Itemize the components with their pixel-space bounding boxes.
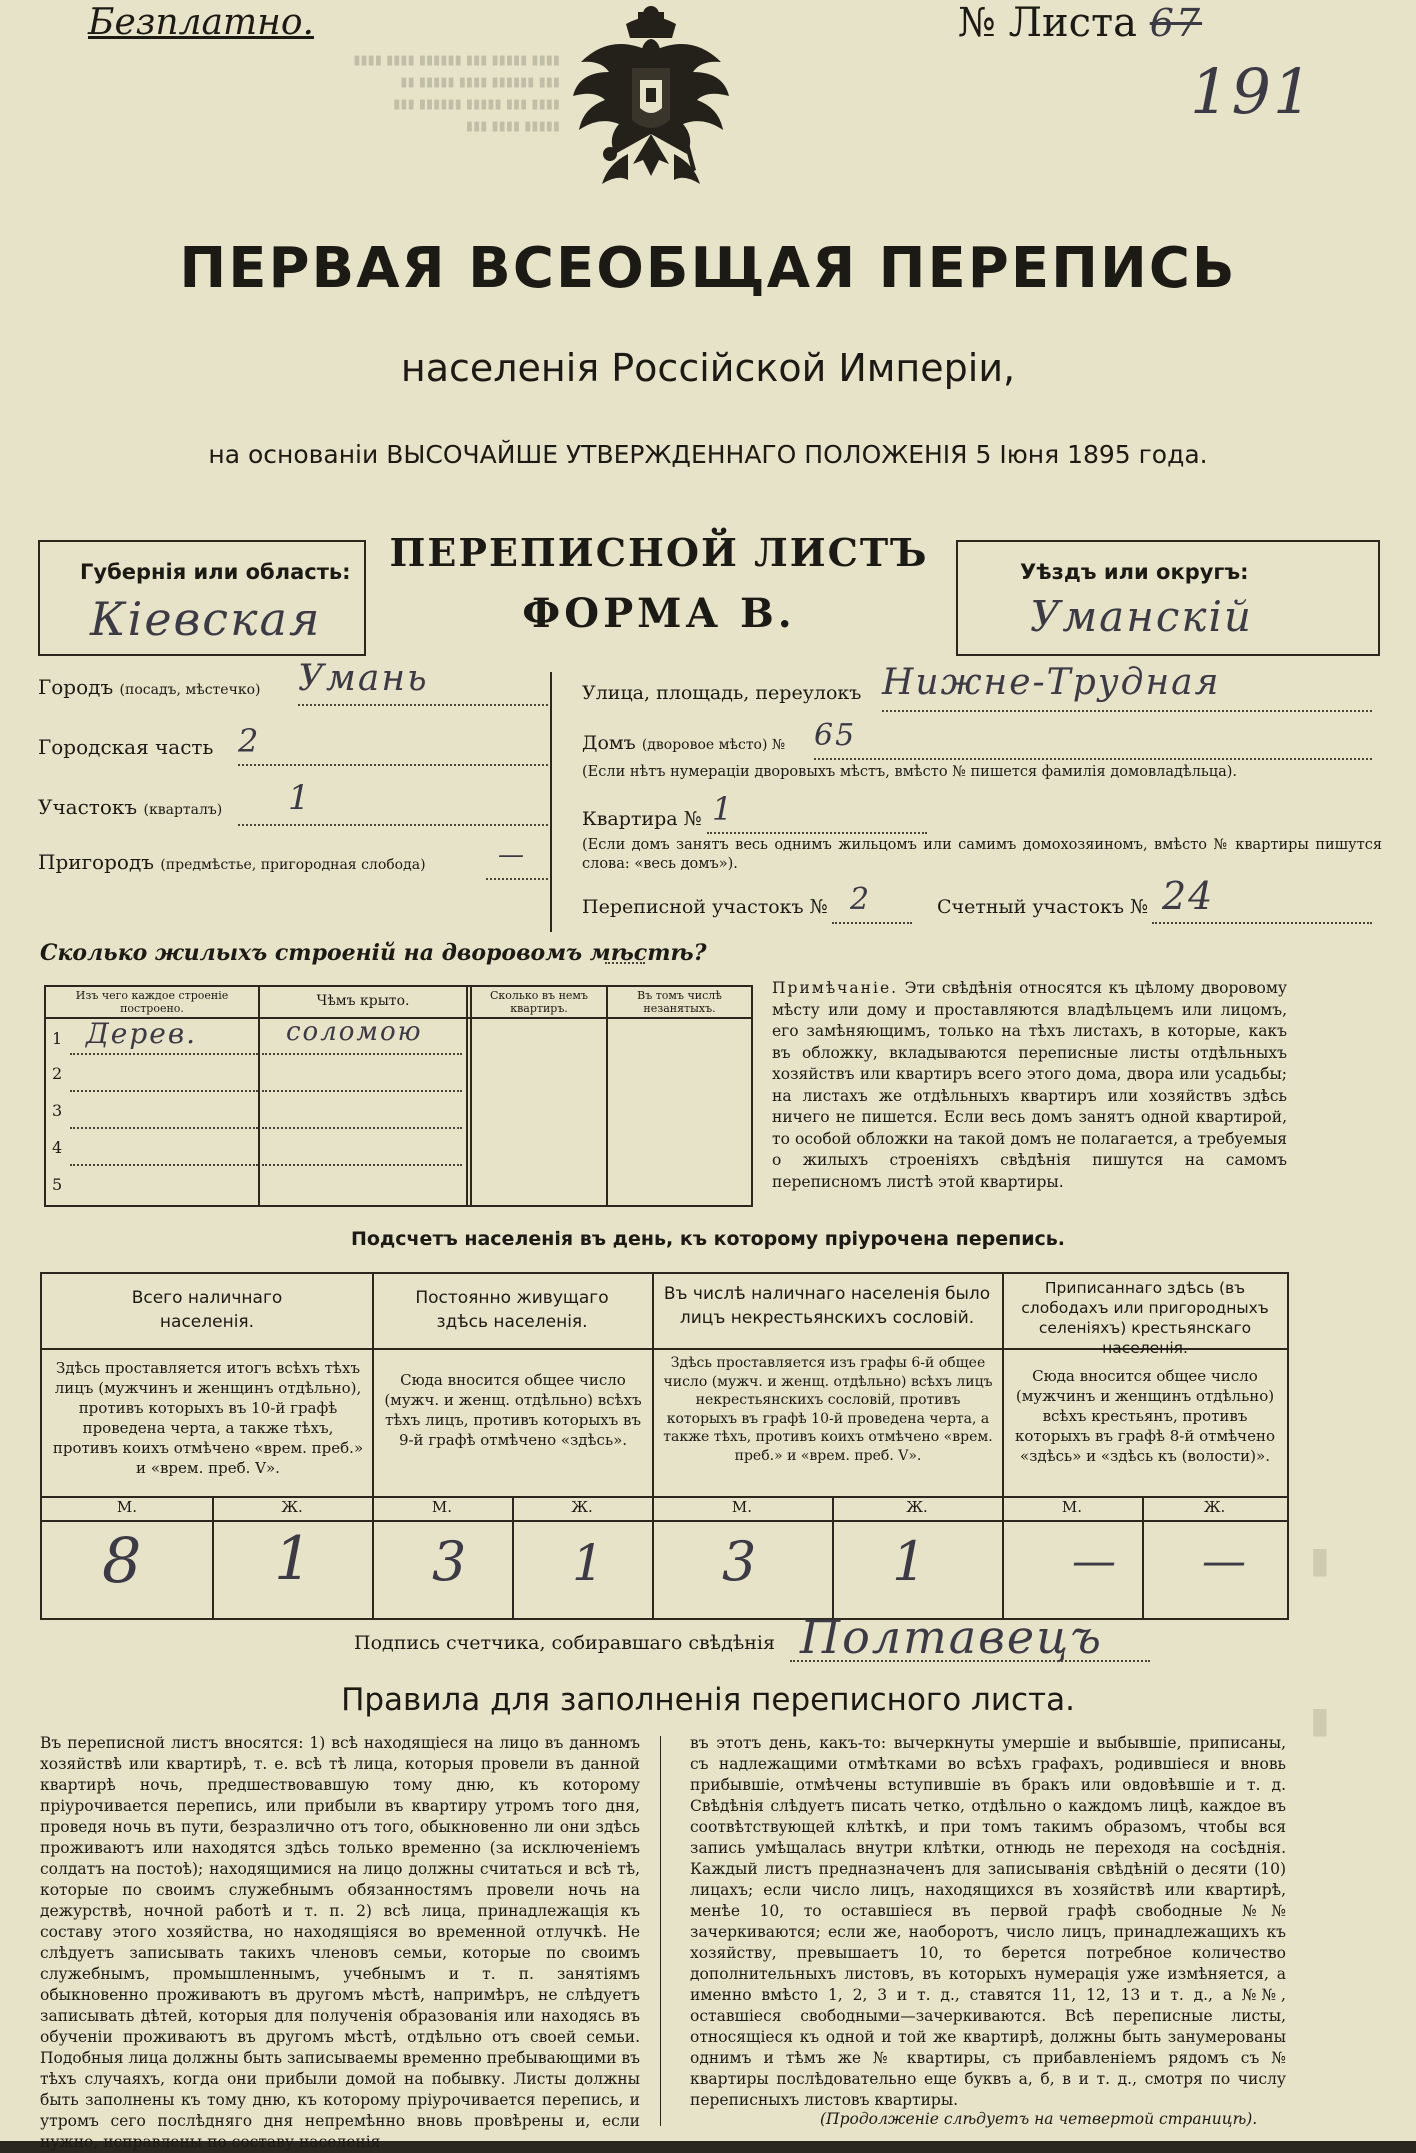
tally-col4-m-label: М. [1061,1498,1083,1516]
tally-col4-f-label: Ж. [1203,1498,1226,1516]
city-part-field: Городская часть [38,735,214,759]
page-title: ПЕРВАЯ ВСЕОБЩАЯ ПЕРЕПИСЬ [179,236,1237,301]
house-field: Домъ (дворовое мѣсто) № [582,732,786,754]
buildings-question: Сколько жилыхъ строеній на дворовомъ мѣстѣ? [40,940,707,966]
page-subtitle: населенія Россійской Имперіи, [400,346,1016,390]
tally-col1-body: Здѣсь проставляется итогъ всѣхъ тѣхъ лицъ (мужчинъ и женщинъ отдѣльно), противъ которыхъ въ 10-й графѣ проведена черта, а также тѣхъ, противъ коихъ отмѣчено «врем. преб.» и «врем. преб. V». [52,1359,364,1477]
tally-col3-body: Здѣсь проставляется изъ графы 6-й общее число (мужч. и женщ. отдѣльно) всѣхъ лицъ некрестьянскихъ сословій, противъ которыхъ въ графѣ 10-й проведена черта, а также тѣхъ, противъ коихъ отмѣчено «врем. преб.» и «врем. преб. V». [663,1355,993,1464]
rules-continued: (Продолженіе слѣдуетъ на четвертой страницѣ). [820,2110,1258,2128]
district-value: 1 [288,778,312,818]
note-title: Примѣчаніе. [772,979,899,997]
table-row: 2 [46,1056,751,1093]
free-label: Безплатно. [88,2,314,43]
tally-col3-f-value: 1 [892,1530,929,1593]
street-field: Улица, площадь, переулокъ [582,682,862,704]
sheet-number-label [958,0,1202,46]
house-note: (Если нѣтъ нумераціи дворовыхъ мѣстъ, вмѣсто № пишется фамилія домовладѣльца). [582,764,1238,780]
city-part-value: 2 [238,722,261,760]
tally-col1-f-value: 1 [274,1524,315,1594]
sheet-number-text: № Листа [958,0,1137,46]
note-text: Эти свѣдѣнія относятся къ цѣлому дворовому мѣсту или дому и проставляются владѣльцемъ или лицомъ, его замѣняющимъ, только на тѣхъ листахъ, в которые, какъ въ обложку, вкладываются переписные листы отдѣльныхъ хозяйствъ или квартиръ всего этого дома, двора или усадьбы; на листахъ же отдѣльныхъ квартиръ или хозяйствъ здѣсь ничего не пишется. Если весь домъ занятъ одной квартирой, то особой обложки на такой домъ не полагается, а требуемыя о жилыхъ строеніяхъ свѣдѣнія пишутся на самомъ переписномъ листѣ этой квартиры. [772,979,1287,1191]
tally-col3-header: Въ числѣ наличнаго населенія было лицъ некрестьянскихъ сословій. [663,1284,991,1328]
tally-col2-f-value: 1 [572,1534,606,1592]
tally-title: Подсчетъ населенія въ день, къ которому пріурочена перепись. [350,1228,1066,1250]
tally-col4-header: Приписаннаго здѣсь (въ слободахъ или пригородныхъ селеніяхъ) крестьянскаго населенія. [1021,1279,1269,1357]
table-row: 5 [52,1175,63,1194]
count-district-field: Счетный участокъ № [937,896,1148,918]
tally-col2-f-label: Ж. [571,1498,593,1516]
tally-col4-body: Сюда вносится общее число (мужчинъ и женщинъ отдѣльно) всѣхъ крестьянъ, противъ которыхъ въ графѣ 8-й отмѣчено «здѣсь» и «здѣсь къ (волости)». [1014,1367,1275,1465]
table-row: 4 [46,1130,751,1167]
buildings-header-roof: Чѣмъ крыто. [316,993,410,1009]
table-row: 1 Дерев. соломою [46,1019,751,1056]
gubernia-value: Кіевская [90,592,322,646]
bleed-through-text: ▮▮▮▮ ▮▮▮▮▮ ▮▮▮ ▮▮▮▮▮▮ ▮▮▮▮ ▮▮▮▮ ▮▮▮ ▮▮▮▮▮▮ ▮▮▮▮ ▮▮▮▮▮ ▮▮ ▮▮▮▮ ▮▮▮ ▮▮▮▮▮ ▮▮▮▮▮▮ ▮▮▮ ▮▮▮▮▮ ▮▮▮▮ ▮▮▮ [353,53,560,134]
signature-label: Подпись счетчика, собиравшаго свѣдѣнія [354,1632,775,1654]
suburb-field: Пригородъ (предмѣстье, пригородная слобода) [38,850,426,874]
signature-value: Полтавецъ [800,1610,1103,1664]
table-row: 3 [46,1093,751,1130]
city-field: Городъ (посадъ, мѣстечко) [38,675,261,699]
tally-col2-m-label: М. [431,1498,453,1516]
buildings-header-material: Изъ чего каждое строеніе построено. [75,989,229,1015]
apartment-field: Квартира № [582,808,702,830]
tally-col1-m-label: М. [116,1498,138,1516]
census-district-value: 2 [850,882,872,917]
tally-col3-m-label: М. [731,1498,753,1516]
address-right [582,660,1382,930]
rules-left-column: Въ переписной листъ вносятся: 1) всѣ находящіеся на лицо въ данномъ хозяйствѣ или квартирѣ, т. е. всѣ тѣ лица, которыя провели въ данной квартирѣ ночь, предшествовавшую тому дню, къ которому пріурочивается перепись, или прибыли въ квартиру утромъ того дня, проведя ночь въ пути, безразлично отъ того, обыкновенно ли они здѣсь проживаютъ или находятся здѣсь только временно (за исключеніемъ солдатъ на постоѣ); находящимися на лицо должны считаться и всѣ тѣ, которые по своимъ служебнымъ обязанностямъ провели ночь на дежурствѣ, ночной работѣ и т. п. 2) всѣ лица, принадлежащія къ составу этого хозяйства, но находящіяся во временной отлучкѣ. Не слѣдуетъ записывать такихъ членовъ семьи, которые по своимъ служебнымъ, промышленнымъ, учебнымъ и т. п. занятіямъ обыкновенно проживаютъ въ другомъ мѣстѣ, напримѣръ, не слѣдуетъ записывать дѣтей, которыя для полученія образованія или находясь въ обученіи проживаютъ въ другомъ мѣстѣ, отдѣльно отъ своей семьи. Подобныя лица должны быть записываемы временно пребывающими въ тѣхъ случаяхъ, когда они прибыли домой на побывку. Листы должны быть заполнены къ тому дню, къ которому пріурочивается перепись, и утромъ сего послѣдняго дня непремѣнно вновь провѣрены и, если нужно, исправлены по составу населенія [40,1734,640,2151]
house-value: 65 [814,718,857,753]
suburb-value: — [498,840,526,870]
tally-col1-f-label: Ж. [281,1498,303,1516]
apartment-note: (Если домъ занятъ весь однимъ жильцомъ или самимъ домохозяиномъ, вмѣсто № квартиры пишутся слова: «весь домъ»). [582,837,1382,872]
address-divider [550,672,552,932]
tally-col4-f-value: — [1202,1536,1248,1587]
sheet-number-handwritten: 191 [1190,55,1315,128]
buildings-table [44,985,753,1207]
tally-col2-m-value: 3 [432,1530,469,1593]
tally-col3-m-value: 3 [722,1530,759,1593]
buildings-header-apartments: Сколько въ немъ квартиръ. [490,989,588,1015]
tally-col3-f-label: Ж. [906,1498,928,1516]
uezd-value: Уманскій [1030,592,1253,641]
gubernia-label: Губернія или область: [80,560,351,584]
tally-table [40,1272,1289,1620]
tally-col1-m-value: 8 [102,1524,144,1597]
rules-title: Правила для заполненія переписного листа. [341,1682,1075,1718]
census-district-field: Переписной участокъ № [582,896,828,918]
buildings-note [772,978,1287,1193]
tally-col4-m-value: — [1072,1536,1118,1587]
sheet-number-struck: 67 [1149,1,1203,45]
uezd-label: Уѣздъ или округъ: [1020,560,1249,584]
count-district-value: 24 [1162,874,1215,918]
tally-col2-body: Сюда вносится общее число (мужч. и женщ. отдѣльно) всѣхъ тѣхъ лицъ, противъ которыхъ въ 9-й графѣ отмѣчено «здѣсь». [384,1371,642,1449]
buildings-header-vacant: Въ томъ числѣ незанятыхъ. [637,989,722,1015]
basis-line: на основаніи ВЫСОЧАЙШЕ УТВЕРЖДЕННАГО ПОЛОЖЕНІЯ 5 Іюня 1895 года. [208,440,1208,469]
form-name: ПЕРЕПИСНОЙ ЛИСТЪ [389,530,929,575]
form-label: ФОРМА В. [522,590,796,637]
rules-right-column: въ этотъ день, какъ-то: вычеркнуты умершіе и выбывшіе, приписаны, съ надлежащими отмѣтками во всѣхъ графахъ, родившіеся и вновь прибывшіе, отмѣчены вступившіе въ бракъ или овдовѣвшіе и т. д. Свѣдѣнія слѣдуетъ писать четко, отдѣльно о каждомъ лицѣ, каждое въ соотвѣтствующей клѣткѣ, и при томъ такимъ образомъ, чтобы вся запись умѣщалась внутри клѣтки, отнюдь не переходя на сосѣднія. Каждый листъ предназначенъ для записыванія свѣдѣній о десяти (10) лицахъ; если число лицъ, находящихся въ хозяйствѣ или квартирѣ, менѣе 10, то оставшіеся въ первой графѣ свободные №№ зачеркиваются; если же, наоборотъ, число лицъ, принадлежащихъ къ хозяйству, превышаетъ 10, то берется потребное количество дополнительныхъ листовъ, въ которыхъ нумерація уже измѣняется, а именно вмѣсто 1, 2, 3 и т. д., ставятся 11, 12, 13 и т. д., а №№, оставшіеся свободными—зачеркиваются. Всѣ переписные листы, относящіеся къ одной и той же квартирѣ, должны быть занумерованы однимъ и тѣмъ же № квартиры, съ прибавленіемъ рядомъ съ № квартиры послѣдовательно еще буквъ а, б, в и т. д., смотря по числу переписныхъ листовъ квартиры. [690,1734,1286,2109]
city-value: Умань [298,658,429,699]
street-value: Нижне-Трудная [882,662,1221,703]
tally-col2-header: Постоянно живущаго здѣсь населенія. [415,1288,609,1332]
rules-divider [660,1736,661,2126]
address-left [38,660,548,920]
apartment-value: 1 [712,790,735,828]
margin-bleed: ▮ ▮ [1310,1540,1330,1741]
district-field: Участокъ (кварталъ) [38,795,223,819]
tally-col1-header: Всего наличнаго населенія. [131,1288,283,1332]
imperial-eagle-emblem [566,4,736,199]
